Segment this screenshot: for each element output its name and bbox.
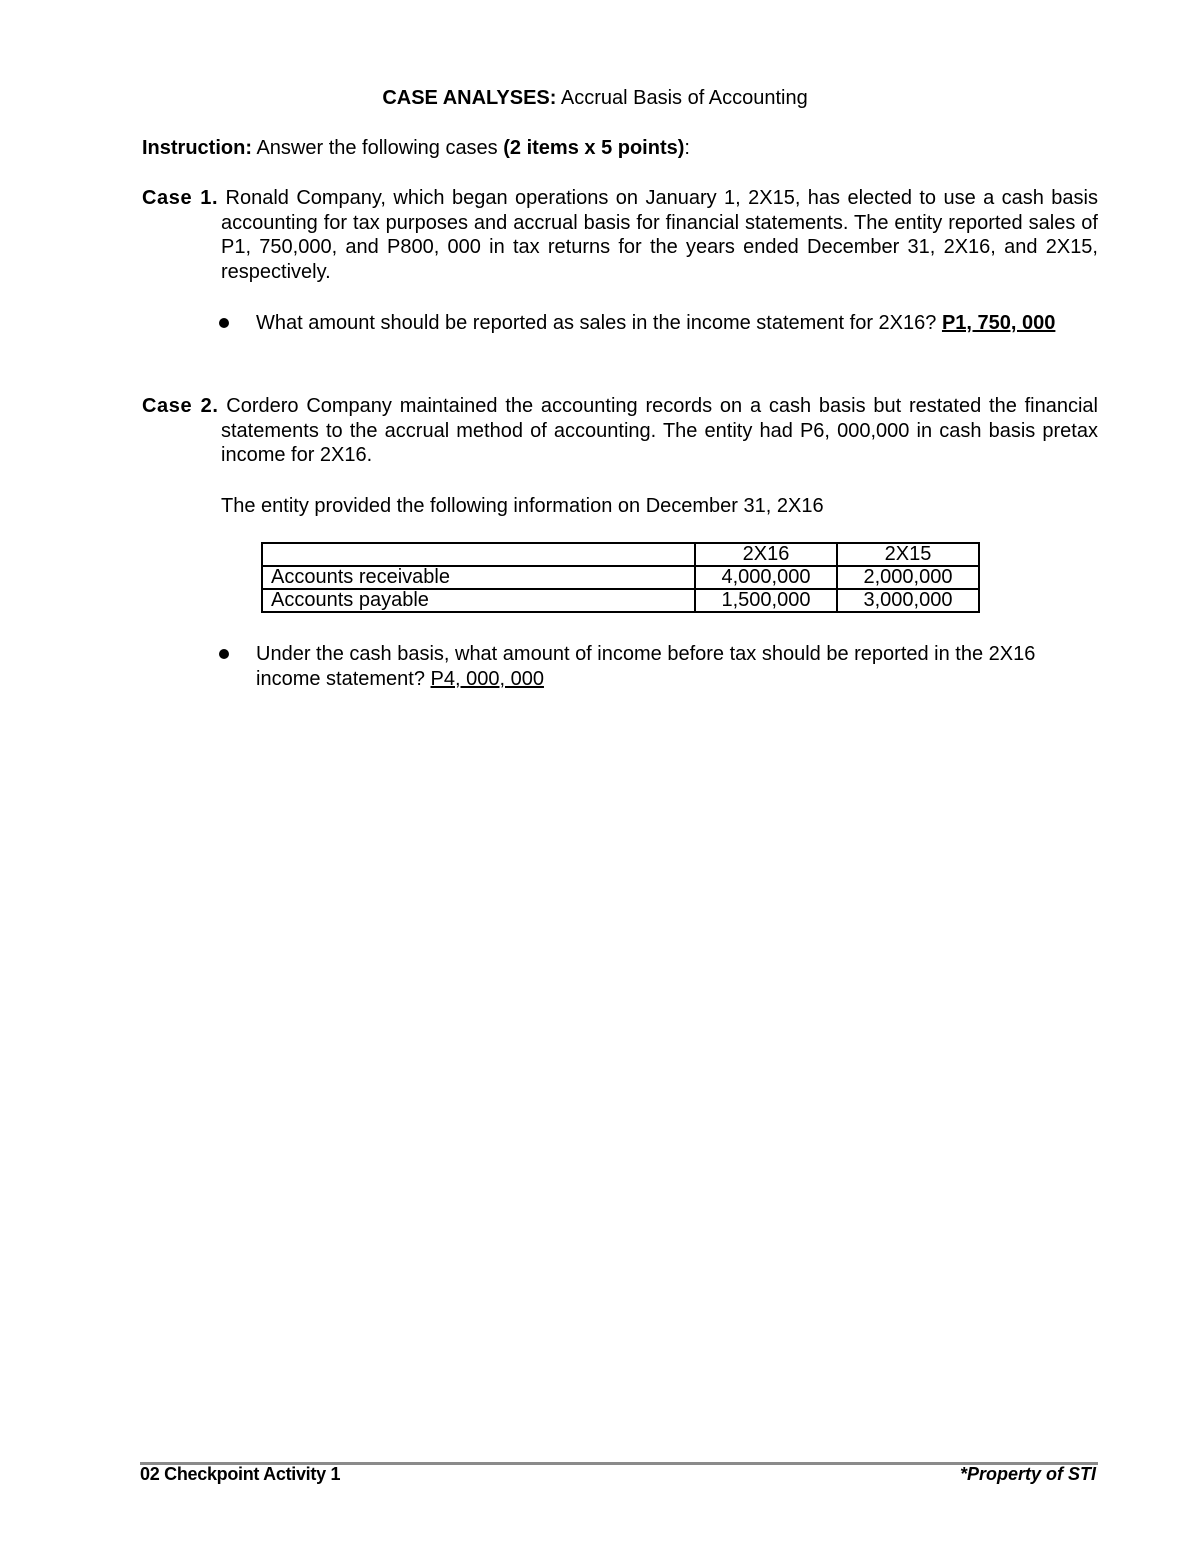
case-1 [142,186,1098,284]
balances-table [261,542,980,613]
instruction-text: Answer the following cases [252,137,504,159]
case-2-question-text: Under the cash basis, what amount of income before tax should be reported in the 2X16 income statement? [256,643,1036,690]
case-1-paragraph [142,186,1098,284]
table-cell: 1,500,000 [695,589,837,612]
table-header-row [262,543,979,566]
case-2-label: Case 2. [142,395,219,417]
footer-left: 02 Checkpoint Activity 1 [140,1464,341,1484]
case-1-question-text: What amount should be reported as sales in the income statement for 2X16? [256,312,942,334]
case-1-text: Ronald Company, which began operations on January 1, 2X15, has elected to use a cash basis accounting for tax purposes and accrual basis for financial statements. The entity reported sales of P1, 750,000, and P800, 000 in tax returns for the years ended December 31, 2X16, and 2X15, respectively. [218,187,1098,283]
table-cell: 2,000,000 [837,566,979,589]
instruction-points: (2 items x 5 points) [503,137,685,159]
table-row [262,589,979,612]
table-header-cell: 2X16 [695,543,837,566]
instruction-end: : [684,137,690,159]
table-header-cell [262,543,695,566]
case-1-question-text-wrap [256,311,1098,336]
case-1-label: Case 1. [142,187,219,209]
bullet-icon [219,649,229,659]
case-2-info: The entity provided the following information on December 31, 2X16 [221,495,824,517]
case-2-answer: P4, 000, 000 [430,667,544,690]
page-title [0,86,1190,110]
table-header-cell: 2X15 [837,543,979,566]
table-row [262,566,979,589]
bullet-icon [219,318,229,328]
instruction-label: Instruction: [142,137,252,159]
case-2-paragraph [142,394,1098,468]
table-cell: 4,000,000 [695,566,837,589]
instruction [142,136,690,160]
title-rest: Accrual Basis of Accounting [556,87,808,109]
title-bold: CASE ANALYSES: [382,87,557,109]
table-cell: Accounts receivable [262,566,695,589]
case-2-question [218,642,1098,691]
case-2-text: Cordero Company maintained the accounting records on a cash basis but restated the financial statements to the accrual method of accounting. The entity had P6, 000,000 in cash basis pretax income for 2X16. [218,395,1098,466]
case-1-answer: P1, 750, 000 [941,312,1056,334]
table-cell: Accounts payable [262,589,695,612]
case-2-question-text-wrap [256,642,1098,691]
case-1-question [218,311,1098,336]
footer-right: *Property of STI [959,1464,1096,1484]
table-cell: 3,000,000 [837,589,979,612]
case-2 [142,394,1098,468]
